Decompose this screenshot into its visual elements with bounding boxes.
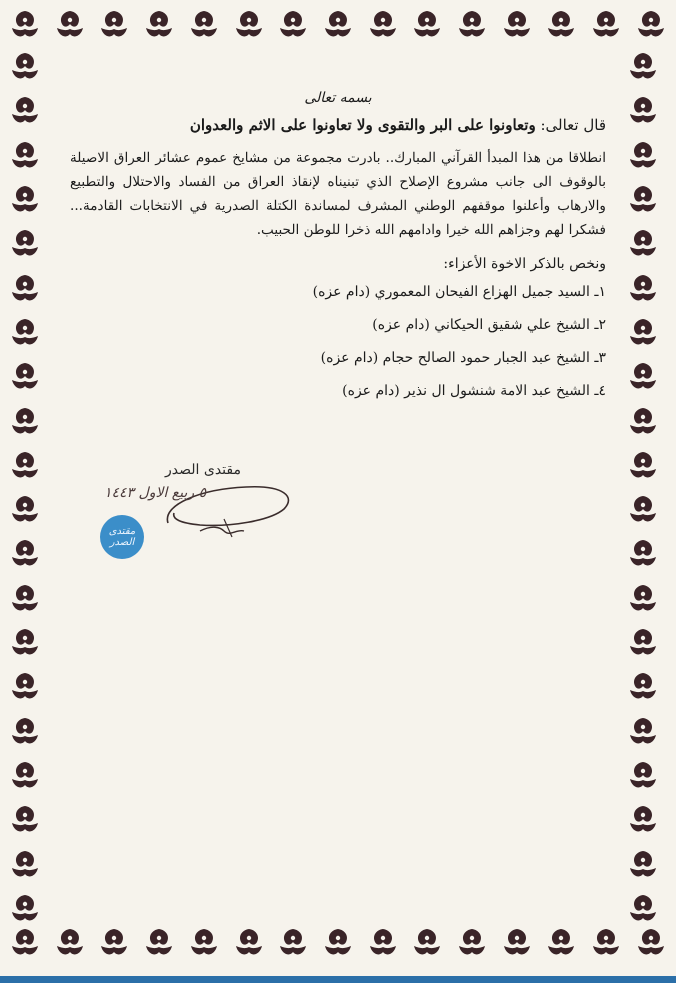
flower-ornament-icon (142, 8, 176, 42)
flower-ornament-icon (626, 50, 660, 84)
flower-ornament-icon (589, 8, 623, 42)
border-right (626, 50, 668, 926)
flower-ornament-icon (8, 582, 42, 616)
flower-ornament-icon (544, 926, 578, 960)
flower-ornament-icon (97, 926, 131, 960)
flower-ornament-icon (232, 926, 266, 960)
flower-ornament-icon (626, 360, 660, 394)
flower-ornament-icon (626, 493, 660, 527)
flower-ornament-icon (321, 8, 355, 42)
flower-ornament-icon (142, 926, 176, 960)
flower-ornament-icon (8, 405, 42, 439)
flower-ornament-icon (321, 926, 355, 960)
flower-ornament-icon (626, 582, 660, 616)
flower-ornament-icon (232, 8, 266, 42)
flower-ornament-icon (626, 94, 660, 128)
flower-ornament-icon (626, 715, 660, 749)
main-paragraph: انطلاقا من هذا المبدأ القرآني المبارك.. بادرت مجموعة من مشايخ عموم عشائر العراق الاصيلة بالوقوف الى جانب مشروع الإصلاح الذي تبنيناه لإنقاذ العراق من الفساد والاحتلال والتطبيع والارهاب وأعلنوا موقفهم الوطني المشرف لمساندة الكتلة الصدرية في الانتخابات القادمة... فشكرا لهم وجزاهم الله خيرا وادامهم الله ذخرا للوطن الحبيب. (70, 150, 606, 238)
flower-ornament-icon (53, 926, 87, 960)
flower-ornament-icon (8, 139, 42, 173)
flower-ornament-icon (276, 926, 310, 960)
flower-ornament-icon (634, 926, 668, 960)
flower-ornament-icon (626, 670, 660, 704)
flower-ornament-icon (8, 272, 42, 306)
border-top (8, 8, 668, 50)
quran-verse (70, 116, 606, 134)
seal-text: مقتدى الصدر (108, 526, 136, 548)
verse-text: وتعاونوا على البر والتقوى ولا تعاونوا على الاثم والعدوان (189, 116, 536, 134)
flower-ornament-icon (589, 926, 623, 960)
flower-ornament-icon (410, 926, 444, 960)
flower-ornament-icon (8, 183, 42, 217)
flower-ornament-icon (626, 537, 660, 571)
verse-intro: قال تعالى: (535, 116, 606, 134)
seal-stamp (100, 515, 144, 559)
flower-ornament-icon (366, 926, 400, 960)
flower-ornament-icon (276, 8, 310, 42)
flower-ornament-icon (8, 848, 42, 882)
signature-name: مقتدى الصدر (165, 462, 241, 478)
flower-ornament-icon (626, 139, 660, 173)
flower-ornament-icon (8, 8, 42, 42)
flower-ornament-icon (8, 449, 42, 483)
flower-ornament-icon (455, 8, 489, 42)
border-bottom (8, 926, 668, 968)
list-item: ٢ـ الشيخ علي شقيق الحيكاني (دام عزه) (372, 317, 606, 333)
flower-ornament-icon (8, 670, 42, 704)
flower-ornament-icon (8, 759, 42, 793)
list-intro: ونخص بالذكر الاخوة الأعزاء: (443, 256, 606, 272)
flower-ornament-icon (8, 715, 42, 749)
flower-ornament-icon (187, 926, 221, 960)
flower-ornament-icon (366, 8, 400, 42)
flower-ornament-icon (187, 8, 221, 42)
flower-ornament-icon (626, 405, 660, 439)
flower-ornament-icon (455, 926, 489, 960)
flower-ornament-icon (8, 50, 42, 84)
flower-ornament-icon (410, 8, 444, 42)
flower-ornament-icon (500, 8, 534, 42)
flower-ornament-icon (8, 926, 42, 960)
flower-ornament-icon (626, 449, 660, 483)
flower-ornament-icon (634, 8, 668, 42)
list-item: ١ـ السيد جميل الهزاع الفيحان المعموري (دام عزه) (312, 284, 606, 300)
flower-ornament-icon (626, 227, 660, 261)
flower-ornament-icon (626, 626, 660, 660)
flower-ornament-icon (8, 892, 42, 926)
basmala: بسمه تعالى (304, 90, 372, 106)
flower-ornament-icon (8, 360, 42, 394)
flower-ornament-icon (8, 316, 42, 350)
flower-ornament-icon (8, 227, 42, 261)
list-item: ٤ـ الشيخ عبد الامة شنشول ال نذير (دام عزه) (342, 383, 606, 399)
flower-ornament-icon (500, 926, 534, 960)
border-left (8, 50, 50, 926)
flower-ornament-icon (97, 8, 131, 42)
flower-ornament-icon (626, 848, 660, 882)
flower-ornament-icon (626, 183, 660, 217)
flower-ornament-icon (544, 8, 578, 42)
flower-ornament-icon (8, 493, 42, 527)
flower-ornament-icon (8, 803, 42, 837)
flower-ornament-icon (53, 8, 87, 42)
list-item: ٣ـ الشيخ عبد الجبار حمود الصالح حجام (دام عزه) (320, 350, 606, 366)
flower-ornament-icon (626, 316, 660, 350)
flower-ornament-icon (626, 892, 660, 926)
signature-date: ٥ ربيع الاول ١٤٤٣ (104, 485, 207, 501)
flower-ornament-icon (8, 94, 42, 128)
flower-ornament-icon (626, 272, 660, 306)
flower-ornament-icon (626, 759, 660, 793)
flower-ornament-icon (8, 537, 42, 571)
flower-ornament-icon (8, 626, 42, 660)
flower-ornament-icon (626, 803, 660, 837)
